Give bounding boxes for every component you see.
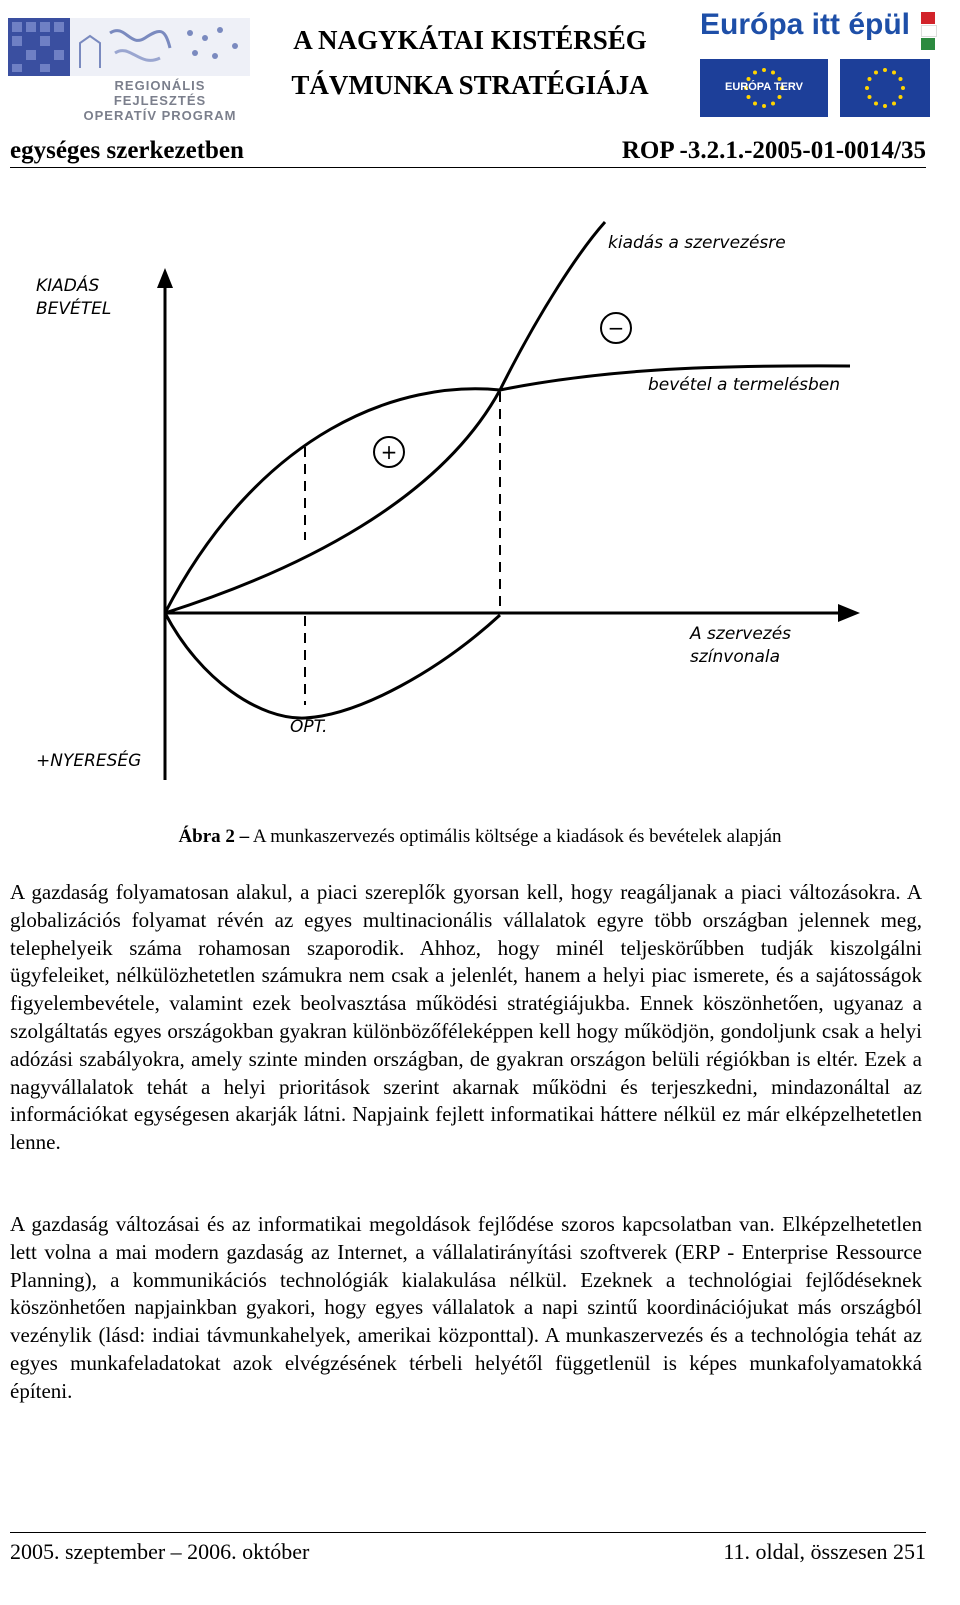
opt-label: OPT.: [290, 717, 328, 737]
cost-curve-label: kiadás a szervezésre: [608, 233, 786, 253]
x-axis-arrow-icon: [838, 604, 860, 622]
x-label-line-1: A szervezés: [690, 624, 792, 644]
paragraph-2: A gazdaság változásai és az informatikai megoldások fejlődése szoros kapcsolatban van. Elképzelhetetlen lett volna a mai modern gazdaság az Internet, a vállalatirányítási szoftverek (ERP - Enterprise Ressource Planning), a kommunikációs technológiák kialakulása nélkül. Ezeknek a technológiai fejlődéseknek köszönhetően napjainkban gyakori, hogy egyes vállalatok a napi szintű koordinációjukat más országból vezénylik (lásd: indiai távmunkahelyek, amerikai központtal). A munkaszervezés és a technológia tehát az egyes munkafeladatokat azok elvégzésének térbeli helyétől függetlenül is képes munkafolyamatokká építeni.: [10, 1212, 922, 1403]
y-bottom-label: +NYERESÉG: [36, 751, 142, 771]
page-footer: [10, 1532, 926, 1564]
figure-caption-text: A munkaszervezés optimális költsége a kiadások és bevételek alapján: [249, 826, 782, 847]
footer-date-range: 2005. szeptember – 2006. október: [10, 1539, 310, 1564]
subtitle-left: egységes szerkezetben: [10, 137, 244, 164]
rop-logo-grid: [8, 18, 70, 76]
eu-flag-badge: [700, 59, 828, 117]
rop-logo-caption: REGIONÁLIS FEJLESZTÉS OPERATÍV PROGRAM: [83, 78, 237, 123]
header-subline: [10, 135, 926, 168]
project-code: ROP -3.2.1.-2005-01-0014/35: [621, 137, 926, 164]
footer-page-number: 11. oldal, összesen 251: [723, 1539, 926, 1564]
rop-logo-artwork: [70, 18, 250, 76]
x-label-line-2: színvonala: [690, 647, 781, 667]
title-line-1: A NAGYKÁTAI KISTÉRSÉG: [293, 25, 647, 55]
hungarian-flag-icon: [921, 12, 935, 50]
y-axis-arrow-icon: [157, 268, 173, 288]
document-title: [270, 18, 670, 108]
europa-logo: [700, 4, 955, 116]
figure-caption: [0, 826, 960, 848]
europa-logo-title: Európa itt épül: [700, 8, 910, 41]
revenue-curve-label: bevétel a termelésben: [648, 375, 841, 395]
minus-sign: −: [607, 316, 625, 340]
figure-caption-prefix: Ábra 2 –: [178, 826, 250, 847]
rop-logo: [8, 18, 240, 123]
y-label-line-2: BEVÉTEL: [36, 299, 112, 319]
plus-sign: +: [380, 440, 398, 464]
profit-curve: [165, 613, 500, 718]
paragraph-1: A gazdaság folyamatosan alakul, a piaci szereplők gyorsan kell, hogy reagáljanak a piaci változásokra. A globalizációs folyamat révén az egyes multinacionális vállalatok egyre több országban jelennek meg, telephelyeik száma rohamosan szaporodik. Ahhoz, hogy minél teljeskörűbben tudják kiszolgálni ügyfeleiket, nélkülözhetetlen számukra nem csak a jelenlét, hanem a helyi piac ismerete, és a sajátosságok figyelembevétele, valamint ezek beolvasztása működési stratégiájukba. Ennek köszönhetően, ugyanaz a szolgáltatás egyes országokban gyakran különbözőféleképpen kell hogy működjön, gondoljunk csak a helyi adózási szabályokra, amely szinte minden országban, de gyakran országon belüli régiókban is eltér. Ezek a nagyvállalatok tehát a helyi prioritások szerint akarnak működni és terjeszkedni, mindazonáltal az információkat egységesen akarják látni. Napjaink fejlett informatikai háttere nélkül ez már elképzelhetetlen lenne.: [10, 880, 922, 1155]
cost-revenue-diagram: [0, 200, 960, 800]
y-label-line-1: KIADÁS: [36, 276, 100, 296]
eu-flag-icon: [840, 59, 930, 117]
cost-curve: [165, 222, 605, 613]
eu-badge-label: EURÓPA TERV: [724, 81, 804, 93]
title-line-2: TÁVMUNKA STRATÉGIÁJA: [291, 70, 649, 100]
